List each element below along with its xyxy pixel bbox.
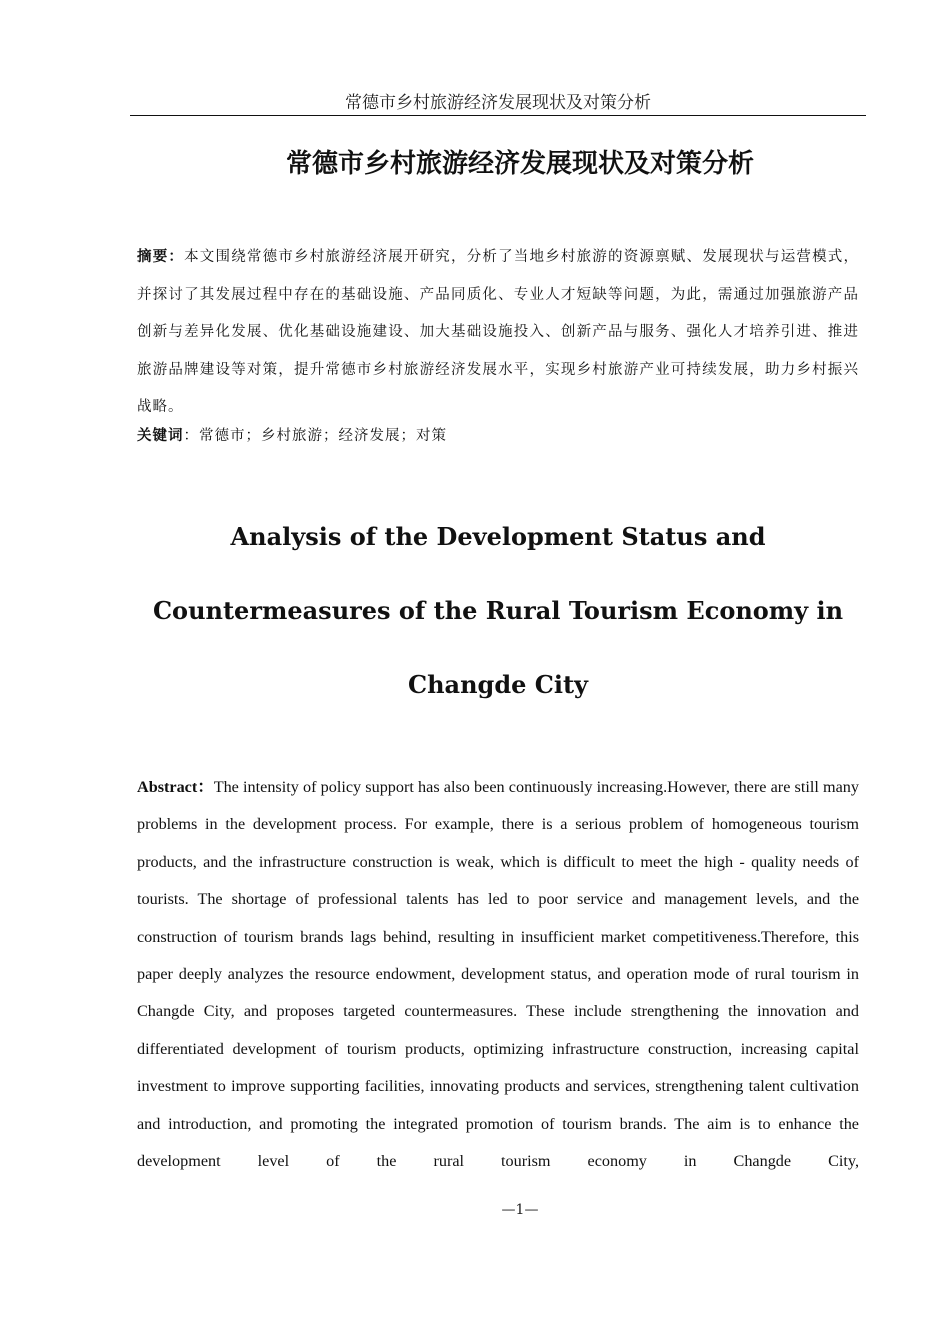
chinese-title: 常德市乡村旅游经济发展现状及对策分析 <box>285 149 754 179</box>
english-title-line: Countermeasures of the Rural Tourism Economy in <box>152 596 844 625</box>
english-abstract <box>137 769 859 1180</box>
chinese-abstract-text: 本文围绕常德市乡村旅游经济展开研究，分析了当地乡村旅游的资源禀赋、发展现状与运营模式，并探讨了其发展过程中存在的基础设施、产品同质化、专业人才短缺等问题，为此，需通过加强旅游产品创新与差异化发展、优化基础设施建设、加大基础设施投入、创新产品与服务、强化人才培养引进、推进旅游品牌建设等对策，提升常德市乡村旅游经济发展水平，实现乡村旅游产业可持续发展，助力乡村振兴战略。 <box>137 249 860 415</box>
chinese-keywords <box>137 424 859 448</box>
chinese-abstract <box>137 238 859 427</box>
english-title-line: Analysis of the Development Status and <box>230 522 766 551</box>
chinese-keywords-text: ：常德市；乡村旅游；经济发展；对策 <box>183 428 447 444</box>
header-rule <box>130 115 866 116</box>
english-abstract-label: Abstract： <box>137 778 214 796</box>
chinese-keywords-label: 关键词 <box>137 427 184 444</box>
english-title <box>137 500 859 722</box>
page-number: —1— <box>501 1202 539 1218</box>
english-title-line: Changde City <box>408 670 588 699</box>
english-abstract-text: The intensity of policy support has also been continuously increasing.However, there are still many problems in the development process. For example, there is a serious problem of homogeneous tourism products, and the infrastructure construction is weak, which is difficult to meet the high - quality needs of tourists. The shortage of professional talents has led to poor service and management levels, and the construction of tourism brands lags behind, resulting in insufficient market competitiveness.Therefore, this paper deeply analyzes the resource endowment, development status, and operation mode of rural tourism in Changde City, and proposes targeted countermeasures. These include strengthening the innovation and differentiated development of tourism products, optimizing infrastructure construction, increasing capital investment to improve supporting facilities, innovating products and services, strengthening talent cultivation and introduction, and promoting the integrated promotion of tourism brands. The aim is to enhance the development level of the rural tourism economy in Changde City, <box>137 778 859 1171</box>
running-header: 常德市乡村旅游经济发展现状及对策分析 <box>345 93 651 113</box>
chinese-abstract-label: 摘要： <box>137 248 185 265</box>
